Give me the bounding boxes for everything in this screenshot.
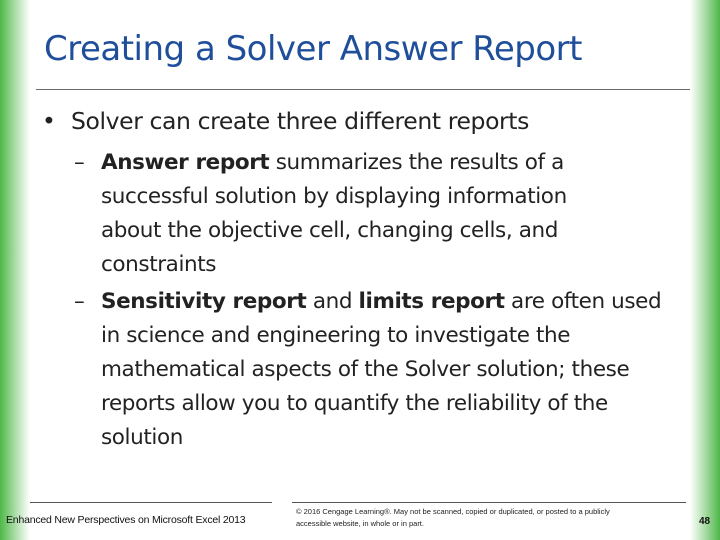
sub-bullet-line: Sensitivity report and limits report are often used [101,289,662,314]
page-number: 48 [699,516,711,527]
sub-bullet-line: solution [101,425,183,450]
bold-term: Answer report [101,150,270,175]
sub-bullet-line: constraints [101,252,217,277]
sub-bullet-sensitivity-report [74,285,684,455]
sub-bullet-marker: – [74,289,85,314]
footer-divider-right [292,502,686,503]
slide-title: Creating a Solver Answer Report [44,29,582,69]
sub-bullet-line: Answer report summarizes the results of a [101,150,564,175]
right-decorative-bar [690,0,720,540]
title-divider [36,89,690,90]
sub-bullet-line: about the objective cell, changing cells, and [101,218,558,243]
bold-term: Sensitivity report [101,289,307,314]
sub-bullet-line: mathematical aspects of the Solver solution; these [101,357,630,382]
sub-bullet-line: reports allow you to quantify the reliability of the [101,391,608,416]
copyright-line: accessible website, in whole or in part. [296,519,424,528]
footer-copyright [296,506,686,530]
left-decorative-bar [0,0,30,540]
copyright-line: © 2016 Cengage Learning®. May not be scanned, copied or duplicated, or posted to a publicly [296,507,610,516]
sub-bullet-line: successful solution by displaying information [101,184,567,209]
sub-bullet-answer-report [74,146,684,282]
footer-book-title: Enhanced New Perspectives on Microsoft Excel 2013 [6,514,246,526]
sub-bullet-marker: – [74,150,85,175]
footer-divider-left [30,502,272,503]
bold-term: limits report [358,289,505,314]
bullet-marker: • [42,107,56,135]
bullet-level1 [42,104,529,138]
bullet-text: Solver can create three different reports [71,107,529,135]
sub-bullet-line: in science and engineering to investigate the [101,323,571,348]
